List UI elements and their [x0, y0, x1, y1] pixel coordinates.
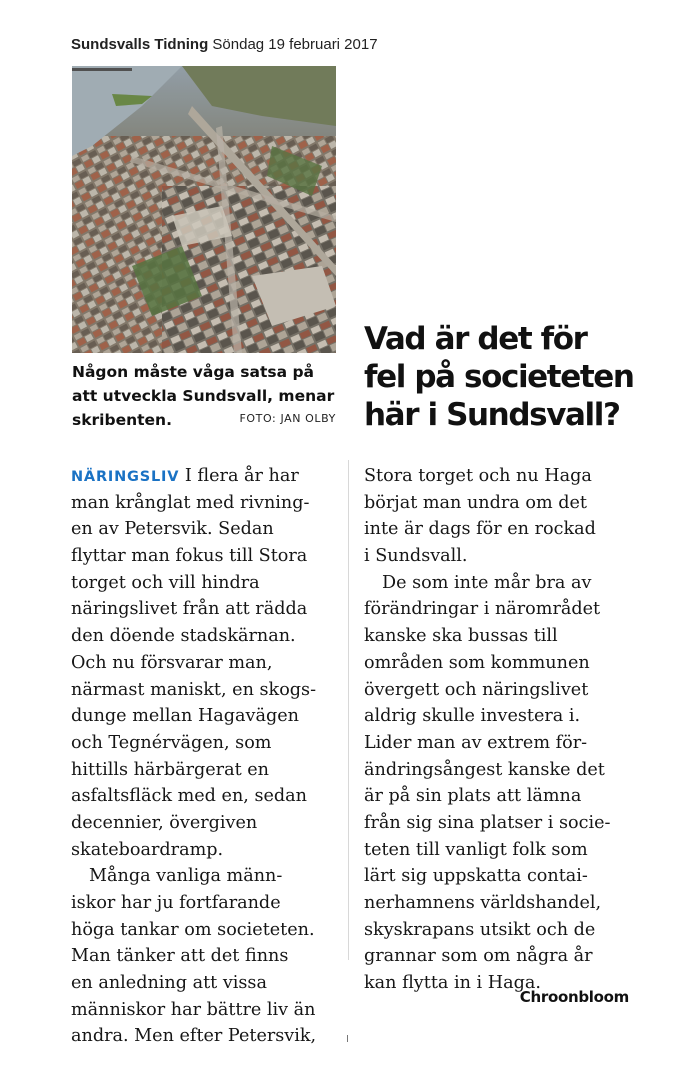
body-text: torget och vill hindra	[71, 572, 260, 593]
body-text-line	[364, 810, 626, 837]
body-text: flyttar man fokus till Stora	[71, 546, 308, 567]
aerial-photo-graphic	[72, 66, 336, 353]
caption-line: Någon måste våga satsa på	[72, 363, 315, 381]
article-column-2	[364, 463, 626, 997]
body-text: i Sundsvall.	[364, 546, 468, 567]
body-text-line	[71, 543, 336, 570]
body-text-line	[71, 703, 336, 730]
body-text: iskor har ju fortfarande	[71, 893, 281, 913]
body-text: börjat man undra om det	[364, 492, 587, 513]
photo-caption	[72, 360, 340, 432]
author-signature: Chroonbloom	[519, 988, 629, 1006]
aerial-city-photo	[72, 66, 336, 353]
body-text: höga tankar om societeten.	[71, 919, 315, 940]
column-divider	[348, 460, 349, 960]
body-text: aldrig skulle investera i.	[364, 706, 581, 727]
page-mark	[347, 1035, 348, 1042]
body-text-line	[364, 623, 626, 650]
body-text-line	[364, 943, 626, 970]
body-text-line	[71, 890, 336, 917]
body-text-line	[71, 810, 336, 837]
body-text: övergett och näringslivet	[364, 679, 589, 700]
headline-line: här i Sundsvall?	[364, 397, 620, 433]
body-text: andra. Men efter Petersvik,	[71, 1026, 317, 1047]
body-text: decennier, övergiven	[71, 812, 258, 833]
body-text-line	[364, 890, 626, 917]
headline-line: fel på societeten	[364, 359, 634, 395]
body-text-line	[71, 1023, 336, 1050]
body-text-line	[71, 490, 336, 517]
masthead	[71, 36, 378, 53]
body-text: och Tegnérvägen, som	[71, 732, 272, 753]
body-text-line	[71, 783, 336, 810]
body-text: Man tänker att det finns	[71, 946, 289, 967]
body-text-line	[71, 516, 336, 543]
caption-line: att utveckla Sundsvall, menar	[72, 387, 335, 405]
body-text-line	[364, 837, 626, 864]
body-text-line	[364, 783, 626, 810]
body-text-line	[71, 650, 336, 677]
body-text-line	[71, 837, 336, 864]
caption-line: skribenten.	[72, 411, 172, 429]
body-text: De som inte mår bra av	[382, 572, 592, 593]
body-text: ändringsångest kanske det	[364, 759, 605, 780]
body-text-line	[71, 623, 336, 650]
body-text-line	[71, 970, 336, 997]
body-text: en av Petersvik. Sedan	[71, 519, 274, 540]
body-text-line	[71, 730, 336, 757]
body-text-line	[364, 863, 626, 890]
body-text: asfaltsfläck med en, sedan	[71, 786, 307, 807]
body-text: områden som kommunen	[364, 652, 590, 673]
publication-date: Söndag 19 februari 2017	[212, 36, 378, 53]
body-text: Och nu försvarar man,	[71, 652, 273, 673]
body-text: näringslivet från att rädda	[71, 599, 308, 620]
body-text: den döende stadskärnan.	[71, 626, 296, 647]
body-text: I flera år har	[179, 466, 299, 486]
article-column-1	[71, 463, 336, 1050]
body-text-line	[364, 677, 626, 704]
newspaper-name: Sundsvalls Tidning	[71, 36, 209, 53]
body-text-line	[71, 463, 336, 490]
headline-line: Vad är det för	[364, 321, 587, 357]
body-text-line	[364, 917, 626, 944]
body-text-line	[71, 943, 336, 970]
body-text: Lider man av extrem för-	[364, 732, 588, 753]
body-text: från sig sina platser i socie-	[364, 812, 611, 833]
body-text: man krånglat med rivning-	[71, 492, 310, 513]
body-text: skyskrapans utsikt och de	[364, 919, 596, 940]
article-headline	[364, 320, 654, 434]
section-kicker: NÄRINGSLIV	[71, 469, 180, 485]
body-text: grannar som om några år	[364, 946, 593, 967]
body-text: människor har bättre liv än	[71, 999, 316, 1020]
body-text: kan flytta in i Haga.	[364, 973, 541, 994]
body-text-line	[364, 703, 626, 730]
body-text-line	[71, 863, 336, 890]
body-text-line	[71, 677, 336, 704]
body-text: inte är dags för en rockad	[364, 519, 596, 540]
body-text-line	[71, 757, 336, 784]
body-text-line	[71, 570, 336, 597]
body-text-line	[364, 596, 626, 623]
body-text: nerhamnens världshandel,	[364, 893, 602, 913]
body-text: närmast maniskt, en skogs-	[71, 679, 317, 700]
body-text: förändringar i närområdet	[364, 599, 601, 620]
body-text-line	[364, 543, 626, 570]
body-text-line	[364, 757, 626, 784]
body-text-line	[71, 997, 336, 1024]
body-text: lärt sig uppskatta contai-	[364, 866, 588, 887]
body-text-line	[364, 490, 626, 517]
body-text: dunge mellan Hagavägen	[71, 706, 299, 727]
body-text: hittills härbärgerat en	[71, 759, 269, 780]
photo-credit: FOTO: JAN OLBY	[239, 412, 336, 425]
body-text: en anledning att vissa	[71, 973, 267, 994]
body-text: teten till vanligt folk som	[364, 839, 588, 860]
body-text-line	[71, 917, 336, 944]
body-text: Stora torget och nu Haga	[364, 466, 592, 486]
body-text-line	[364, 650, 626, 677]
body-text-line	[364, 570, 626, 597]
body-text: är på sin plats att lämna	[364, 786, 582, 807]
body-text-line	[71, 596, 336, 623]
body-text: skateboardramp.	[71, 839, 224, 860]
body-text-line	[364, 730, 626, 757]
body-text-line	[364, 463, 626, 490]
body-text: kanske ska bussas till	[364, 626, 558, 647]
body-text-line	[364, 516, 626, 543]
body-text: Många vanliga männ-	[89, 866, 283, 887]
